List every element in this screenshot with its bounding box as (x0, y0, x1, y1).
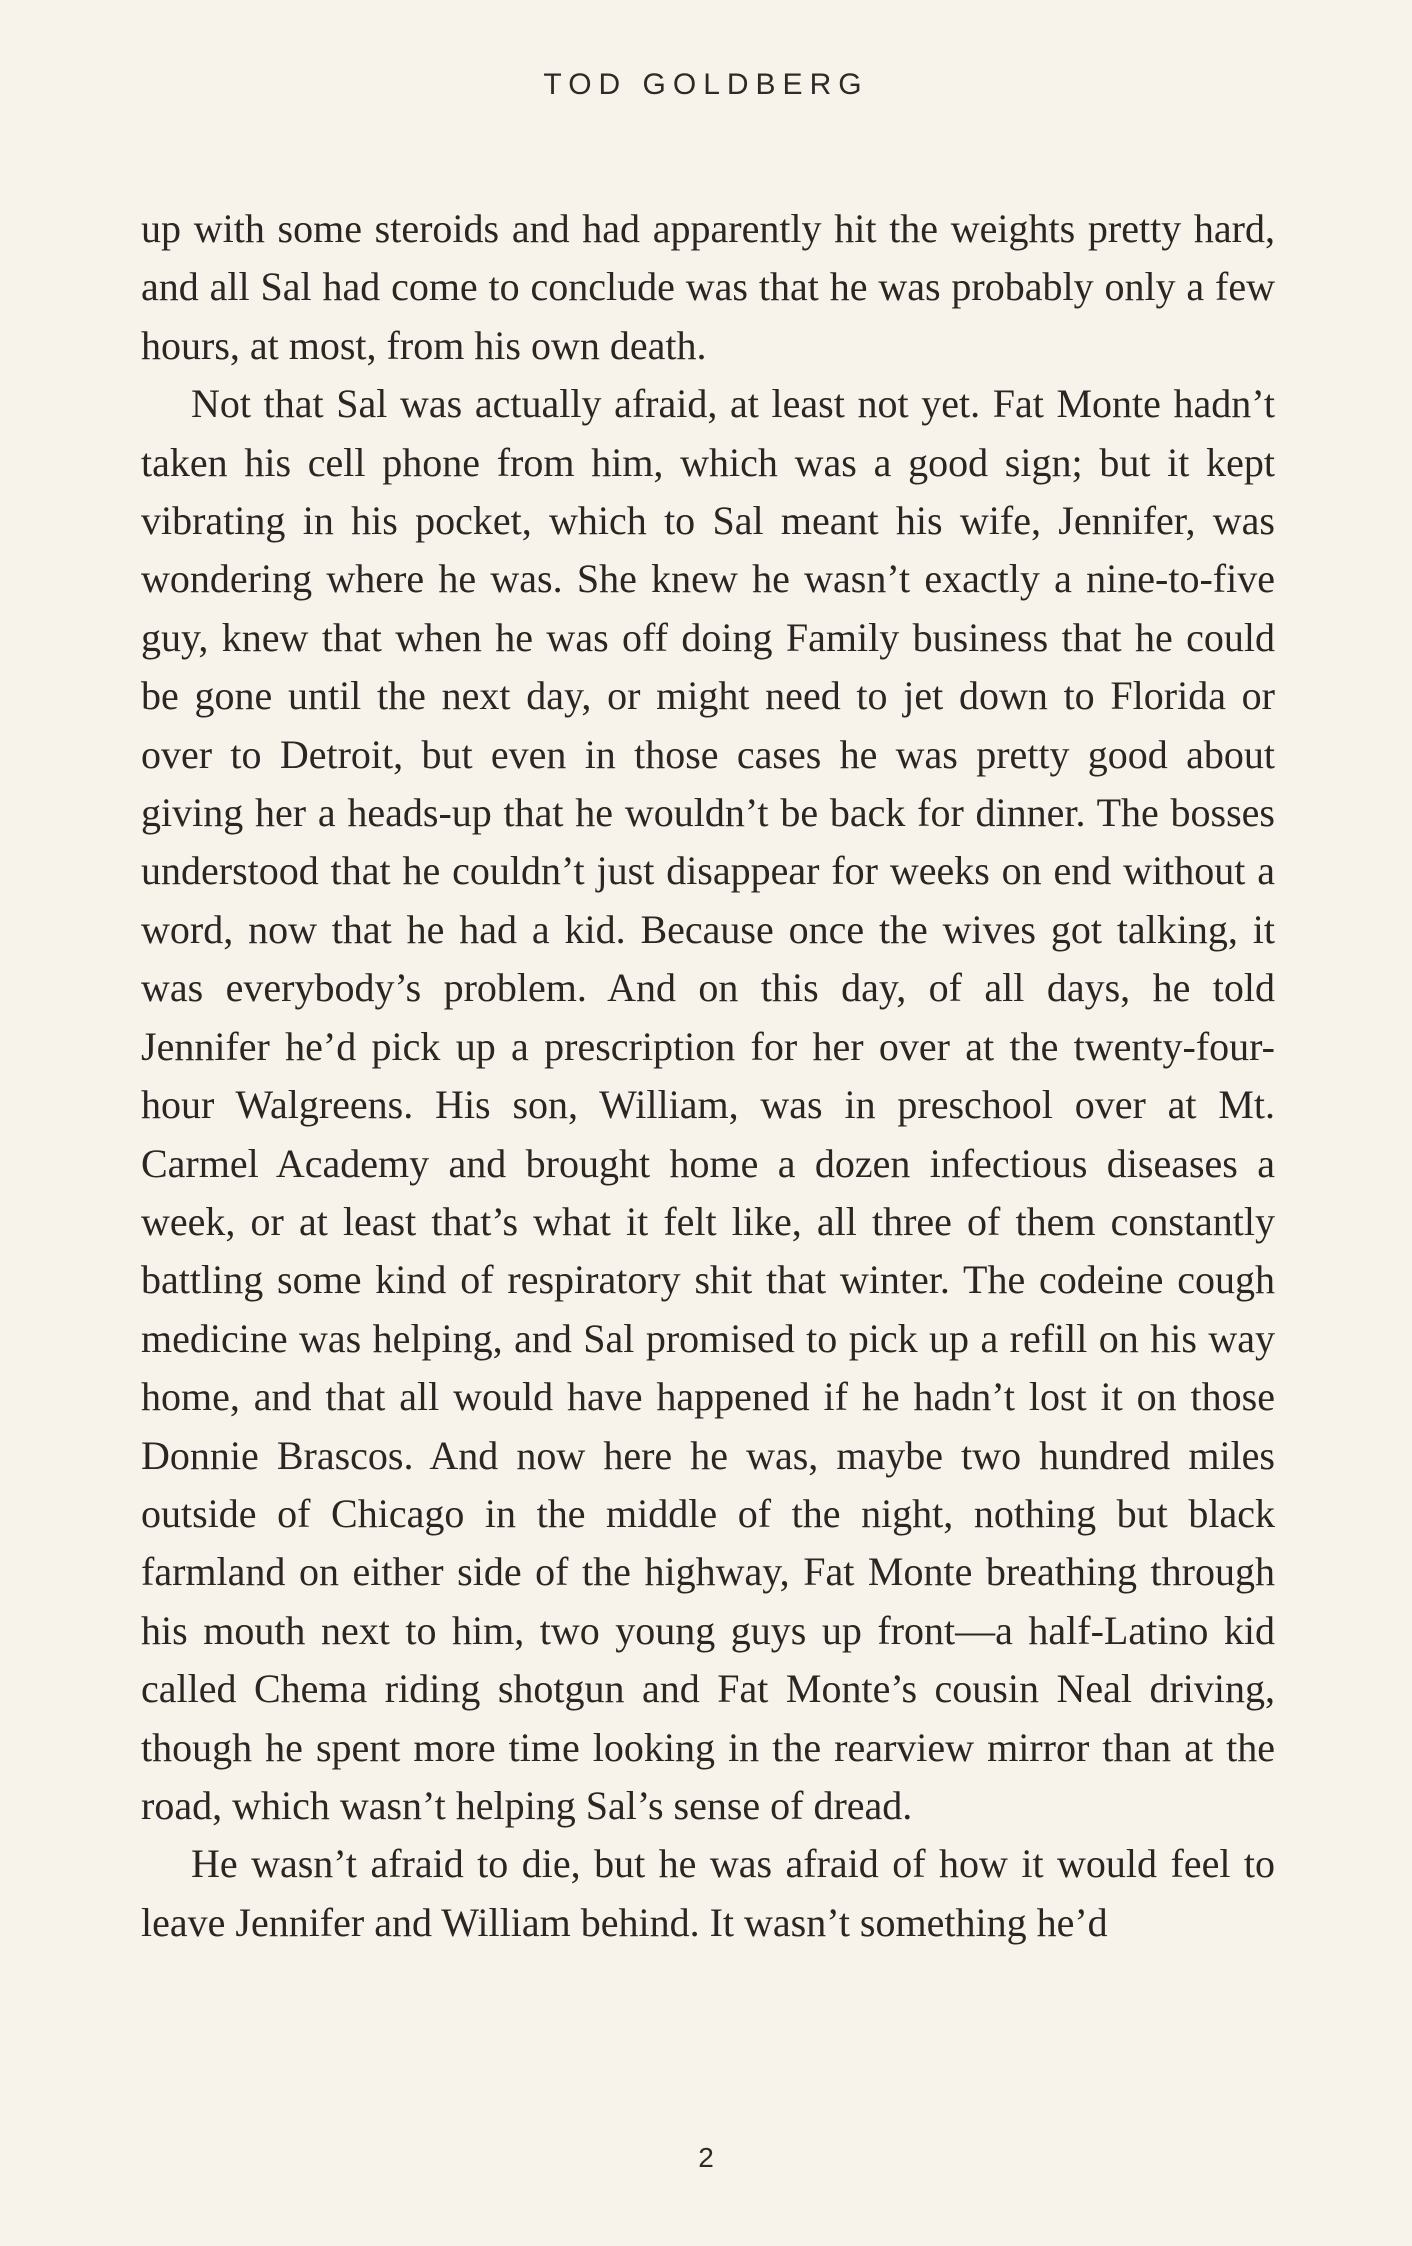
paragraph-1: up with some steroids and had apparently hit the weights pretty hard, and all Sal had come to conclude was that he was probably only a few hours, at most, from his own death. (141, 206, 1275, 368)
body-text (141, 200, 1275, 1952)
paragraph-2: Not that Sal was actually afraid, at least not yet. Fat Monte hadn’t taken his cell phone from him, which was a good sign; but it kept vibrating in his pocket, which to Sal meant his wife, Jennifer, was wondering where he was. She knew he wasn’t exactly a nine-to-five guy, knew that when he was off doing Family business that he could be gone until the next day, or might need to jet down to Florida or over to Detroit, but even in those cases he was pretty good about giving her a heads-up that he wouldn’t be back for dinner. The bosses understood that he couldn’t just disappear for weeks on end without a word, now that he had a kid. Because once the wives got talking, it was everybody’s problem. And on this day, of all days, he told Jennifer he’d pick up a prescription for her over at the twenty-four-hour Walgreens. His son, William, was in preschool over at Mt. Carmel Academy and brought home a dozen infectious diseases a week, or at least that’s what it felt like, all three of them constantly battling some kind of respiratory shit that winter. The codeine cough medicine was helping, and Sal promised to pick up a refill on his way home, and that all would have happened if he hadn’t lost it on those Donnie Brascos. And now here he was, maybe two hundred miles outside of Chicago in the middle of the night, nothing but black farmland on either side of the highway, Fat Monte breathing through his mouth next to him, two young guys up front—a half-Latino kid called Chema riding shotgun and Fat Monte’s cousin Neal driving, though he spent more time looking in the rearview mirror than at the road, which wasn’t helping Sal’s sense of dread. (141, 381, 1275, 1828)
page-number: 2 (698, 2142, 714, 2173)
paragraph-3: He wasn’t afraid to die, but he was afraid of how it would feel to leave Jennifer and William behind. It wasn’t something he’d (141, 1841, 1275, 1945)
running-head: TOD GOLDBERG (543, 68, 869, 101)
